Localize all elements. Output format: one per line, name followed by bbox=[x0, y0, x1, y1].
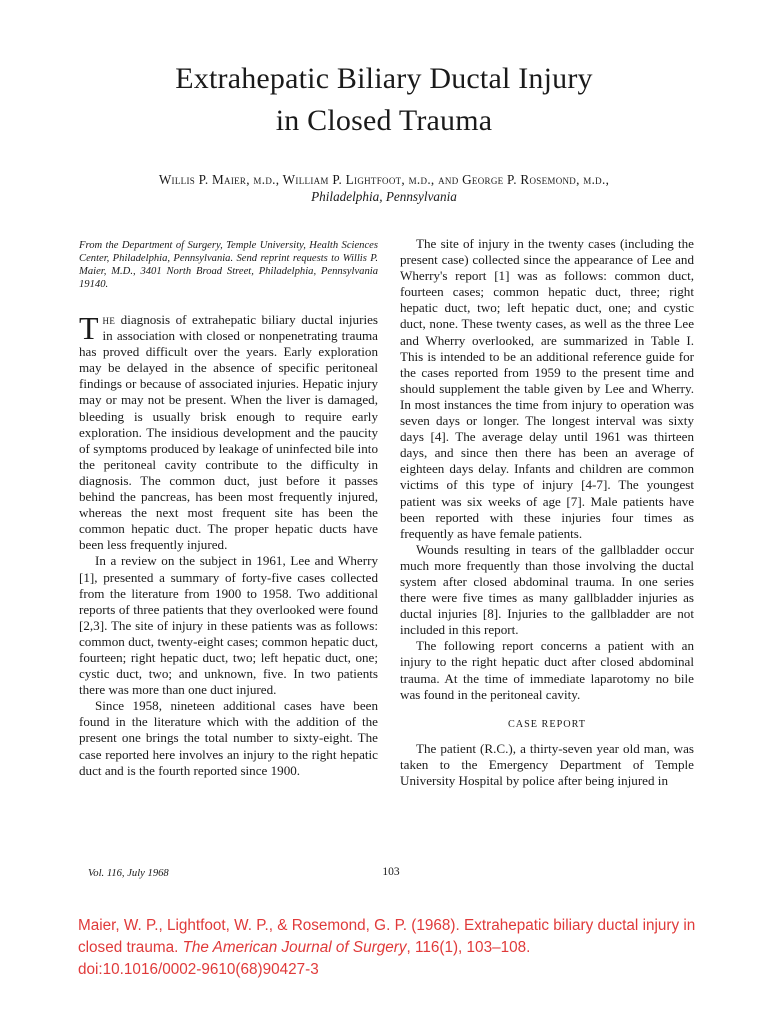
title-line-1: Extrahepatic Biliary Ductal Injury bbox=[175, 62, 593, 95]
page-number: 103 bbox=[382, 866, 400, 878]
small-cap-lead: he bbox=[102, 312, 116, 327]
citation-journal: The American Journal of Surgery bbox=[182, 939, 407, 956]
injury-site-paragraph: The site of injury in the twenty cases (including the present case) collected since the appearance of Lee and Wherry's report [1] was as follows: common duct, fourteen cases; common hepatic duct, three; right hepatic duct, two; left hepatic duct, one; and cystic duct, none. These twenty cases, as well as the three Lee and Wherry overlooked, are summarized in Table I. This is intended to be an additional reference guide for the cases reported from 1959 to the present time and should supplement the table given by Lee and Wherry. In most instances the time from injury to operation was seven days or longer. The longest interval was sixty days [4]. The average delay until 1961 was thirteen days, and since then there has been an average of eighteen days delay. Infants and children are common victims of this type of injury [4-7]. The youngest patient was six weeks of age [7]. Male patients have been reported with these injuries four times as frequently as have female patients. bbox=[400, 236, 694, 541]
case-report-paragraph: The patient (R.C.), a thirty-seven year old man, was taken to the Emergency Department of Temple University Hospital by police after being injured in bbox=[400, 740, 694, 788]
report-intro-paragraph: The following report concerns a patient with an injury to the right hepatic duct after closed abdominal trauma. At the time of immediate laparotomy no bile was found in the peritoneal cavity. bbox=[400, 638, 694, 702]
summary-paragraph: Since 1958, nineteen additional cases have been found in the literature which with the addition of the present one brings the total number to sixty-eight. The case reported here involves an injury to the right hepatic duct and is the fourth reported since 1900. bbox=[79, 698, 378, 778]
citation-authors-title: Maier, W. P., Lightfoot, W. P., & Rosemond, G. P. (1968). Extrahepatic biliary ductal injury in closed trauma. bbox=[78, 917, 696, 956]
intro-text: diagnosis of extrahepatic biliary ductal injuries in association with closed or nonpenetrating trauma has proved difficult over the years. Early exploration may be delayed in the absence of specific peritoneal findings or because of associated injuries. Hepatic injury may or may not be present. When the liver is damaged, bleeding is usually brisk enough to require early exploration. The insidious development and the paucity of symptoms produced by leakage of uninfected bile into the peritoneal cavity contribute to the difficulty in diagnosis. The common duct, just before it passes behind the pancreas, has been most frequently injured, whereas the next most frequent site has been the common hepatic duct. The proper hepatic ducts have been less frequently injured. bbox=[79, 312, 378, 553]
affiliation-footnote: From the Department of Surgery, Temple University, Health Sciences Center, Philadelphia, Pennsylvania. Send reprint requests to Willis P. Maier, M.D., 3401 North Broad Street, Philadelphia, Pennsylvania 19140. bbox=[79, 240, 378, 290]
citation-doi: doi:10.1016/0002-9610(68)90427-3 bbox=[78, 961, 319, 978]
title-line-2: in Closed Trauma bbox=[275, 104, 493, 137]
author-affiliation: Philadelphia, Pennsylvania bbox=[311, 189, 457, 204]
drop-cap: T bbox=[79, 310, 99, 346]
citation-volume-pages: , 116(1), 103–108. bbox=[406, 939, 531, 956]
case-report-heading: CASE REPORT bbox=[507, 718, 587, 730]
right-column bbox=[400, 236, 694, 789]
left-column bbox=[79, 312, 378, 779]
author-list: Willis P. Maier, m.d., William P. Lightfoot, m.d., and George P. Rosemond, m.d., bbox=[158, 172, 610, 187]
author-block bbox=[60, 171, 708, 205]
gallbladder-paragraph: Wounds resulting in tears of the gallbladder occur much more frequently than those involving the ductal system after closed abdominal trauma. In one series there were five times as many gallbladder injuries as ductal injuries [8]. Injuries to the gallbladder are not included in this report. bbox=[400, 541, 694, 638]
article-title bbox=[80, 58, 688, 142]
intro-paragraph bbox=[79, 312, 378, 553]
journal-volume-footer: Vol. 116, July 1968 bbox=[88, 868, 169, 879]
review-paragraph: In a review on the subject in 1961, Lee and Wherry [1], presented a summary of forty-five cases collected from the literature from 1900 to 1958. Two additional reports of three patients that they overlooked were found [2,3]. The site of injury in these patients was as follows: common duct, twenty-eight cases; common hepatic duct, fourteen; right hepatic duct, two; left hepatic duct, one; cystic duct, two; and unknown, five. In two patients there was more than one duct injured. bbox=[79, 553, 378, 698]
citation-block bbox=[78, 915, 728, 981]
